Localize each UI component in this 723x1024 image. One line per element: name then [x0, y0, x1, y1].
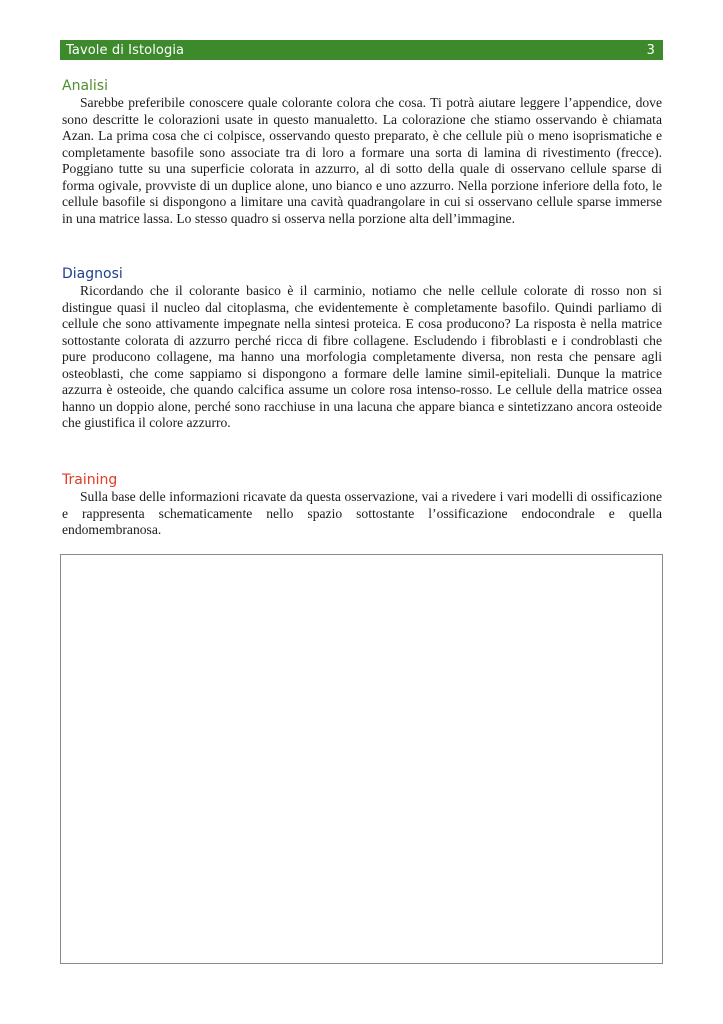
document-title: Tavole di Istologia	[66, 42, 185, 58]
page-header	[60, 40, 663, 60]
drawing-area[interactable]	[60, 554, 663, 964]
section-diagnosi	[62, 266, 662, 432]
section-text-training: Sulla base delle informazioni ricavate da questa osservazione, vai a rivedere i vari modelli di ossificazione e rappresenta schematicamente nello spazio sottostante l’ossificazione endocondrale e quella endomembranosa.	[62, 489, 662, 537]
section-heading-training: Training	[62, 472, 118, 488]
section-heading-diagnosi: Diagnosi	[62, 266, 123, 282]
section-analisi	[62, 78, 662, 227]
page-number: 3	[646, 42, 655, 58]
section-training	[62, 472, 662, 539]
section-text-diagnosi: Ricordando che il colorante basico è il carminio, notiamo che nelle cellule colorate di rosso non si distingue quasi il nucleo dal citoplasma, che evidentemente è completamente basofilo. Quindi parliamo di cellule che sono attivamente impegnate nella sintesi proteica. E cosa producono? La risposta è nella matrice sottostante colorata di azzurro perché ricca di fibre collagene. Escludendo i fibroblasti e i condroblasti che pure producono collagene, ma hanno una morfologia completamente diversa, non resta che pensare agli osteoblasti, che come sappiamo si dispongono a formare delle lamine simil-epiteliali. Dunque la matrice azzurra è osteoide, che quando calcifica assume un colore rosa intenso-rosso. Le cellule della matrice ossea hanno un doppio alone, perché sono racchiuse in una lacuna che appare bianca e sintetizzano ancora osteoide che giustifica il colore azzurro.	[62, 283, 662, 430]
section-text-analisi: Sarebbe preferibile conoscere quale colorante colora che cosa. Ti potrà aiutare leggere l’appendice, dove sono descritte le colorazioni usate in questo manualetto. La colorazione che stiamo osservando è chiamata Azan. La prima cosa che ci colpisce, osservando questo preparato, è che cellule più o meno isoprismatiche e completamente basofile sono associate tra di loro a formare una sorta di lamina di rivestimento (frecce). Poggiano tutte su una superficie colorata in azzurro, al di sotto della quale di osservano cellule sparse di forma ogivale, provviste di un duplice alone, uno bianco e uno azzurro. Nella porzione inferiore della foto, le cellule basofile si dispongono a limitare una cavità quadrangolare in cui si osservano cellule sparse immerse in una matrice lassa. Lo stesso quadro si osserva nella porzione alta dell’immagine.	[62, 95, 662, 226]
section-heading-analisi: Analisi	[62, 78, 108, 94]
